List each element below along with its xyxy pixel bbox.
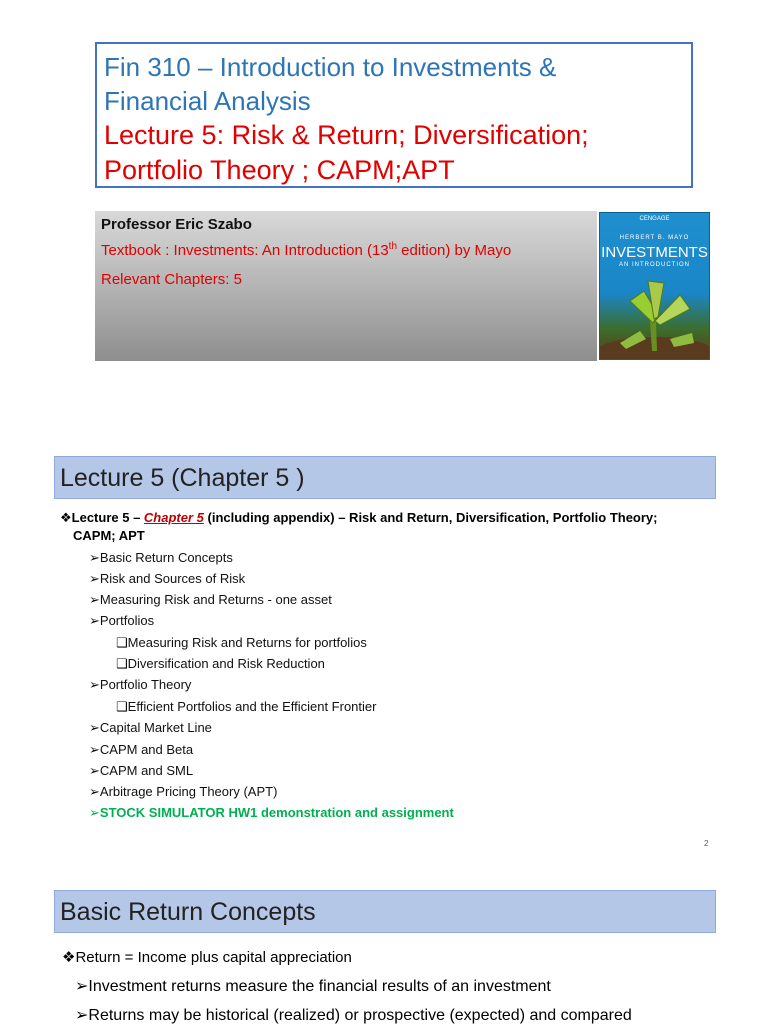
title-box <box>95 42 693 188</box>
checkbox-bullet-icon: ❑ <box>116 635 128 650</box>
arrow-bullet-icon: ➢ <box>89 592 100 607</box>
lecture-summary-line2: CAPM; APT <box>73 528 145 543</box>
arrow-bullet-icon: ➢ <box>89 742 100 757</box>
list-item <box>89 677 191 693</box>
checkbox-bullet-icon: ❑ <box>116 699 128 714</box>
lecture-title-line1: Lecture 5: Risk & Return; Diversification; <box>104 120 589 150</box>
arrow-bullet-icon: ➢ <box>89 677 100 692</box>
arrow-bullet-icon: ➢ <box>89 571 100 586</box>
course-title-line1: Fin 310 – Introduction to Investments & <box>104 52 557 82</box>
arrow-bullet-icon: ➢ <box>89 763 100 778</box>
arrow-bullet-icon: ➢ <box>89 550 100 565</box>
list-item <box>89 571 245 587</box>
lecture-summary-bullet <box>60 509 740 527</box>
textbook-text-end: edition) by Mayo <box>397 242 512 259</box>
arrow-bullet-icon: ➢ <box>89 720 100 735</box>
list-item <box>89 784 277 800</box>
arrow-bullet-icon: ➢ <box>89 784 100 799</box>
return-definition-bullet <box>62 948 352 966</box>
list-item-label: Diversification and Risk Reduction <box>127 656 325 671</box>
professor-name: Professor Eric Szabo <box>101 216 252 233</box>
list-item-label: Measuring Risk and Returns - one asset <box>99 592 332 607</box>
list-item-label: Portfolio Theory <box>99 677 192 692</box>
book-title: INVESTMENTS <box>601 244 708 261</box>
list-item <box>75 1005 632 1025</box>
list-item <box>89 763 193 779</box>
list-item-label: Arbitrage Pricing Theory (APT) <box>99 784 278 799</box>
list-item-label: Capital Market Line <box>99 720 212 735</box>
chapter-reference: Chapter 5 <box>143 510 204 525</box>
book-publisher: CENGAGE <box>639 216 670 222</box>
arrow-bullet-icon: ➢ <box>75 978 89 995</box>
arrow-bullet-icon: ➢ <box>75 1007 89 1024</box>
textbook-text: Textbook : Investments: An Introduction (13 <box>101 242 389 259</box>
slide-header-lecture-5: Lecture 5 (Chapter 5 ) <box>54 456 716 499</box>
list-item <box>75 976 551 996</box>
book-subtitle: AN INTRODUCTION <box>619 262 690 268</box>
lecture-summary-topics: (including appendix) – Risk and Return, Diversification, Portfolio Theory; <box>203 510 658 525</box>
course-title-line2: Financial Analysis <box>104 86 311 116</box>
list-item-highlight <box>89 805 454 821</box>
return-definition-text: Return = Income plus capital appreciation <box>75 949 352 966</box>
list-item-label: Risk and Sources of Risk <box>99 571 246 586</box>
arrow-bullet-icon: ➢ <box>89 613 100 628</box>
lecture-title-line2: Portfolio Theory ; CAPM;APT <box>104 155 455 185</box>
list-item-label: Efficient Portfolios and the Efficient Frontier <box>127 699 377 714</box>
textbook-edition-suffix: th <box>388 241 398 252</box>
list-subitem <box>116 635 367 651</box>
list-item-label: Investment returns measure the financial results of an investment <box>88 978 551 995</box>
list-item-label: STOCK SIMULATOR HW1 demonstration and assignment <box>99 805 454 820</box>
lecture-summary-prefix: Lecture 5 – <box>71 510 144 525</box>
slide-header-basic-return: Basic Return Concepts <box>54 890 716 933</box>
list-item-label: CAPM and SML <box>99 763 194 778</box>
relevant-chapters: Relevant Chapters: 5 <box>101 271 242 288</box>
list-item-label: Portfolios <box>99 613 155 628</box>
list-item <box>89 592 332 608</box>
list-item-label: Measuring Risk and Returns for portfolios <box>127 635 367 650</box>
info-band <box>95 211 597 361</box>
checkbox-bullet-icon: ❑ <box>116 656 128 671</box>
list-item-label: CAPM and Beta <box>99 742 194 757</box>
list-item <box>89 613 154 629</box>
money-plant-illustration <box>600 273 710 360</box>
list-subitem <box>116 699 376 715</box>
list-item <box>89 550 233 566</box>
list-subitem <box>116 656 325 672</box>
list-item-label: Returns may be historical (realized) or prospective (expected) and compared <box>88 1007 632 1024</box>
list-item <box>89 742 193 758</box>
book-author: HERBERT B. MAYO <box>619 235 690 241</box>
diamond-bullet-icon: ❖ <box>62 949 76 966</box>
textbook-line <box>101 236 597 265</box>
diamond-bullet-icon: ❖ <box>60 510 72 525</box>
page-number: 2 <box>704 839 709 848</box>
arrow-bullet-icon: ➢ <box>89 805 100 820</box>
list-item <box>89 720 212 736</box>
textbook-cover-image <box>599 212 710 360</box>
list-item-label: Basic Return Concepts <box>99 550 233 565</box>
